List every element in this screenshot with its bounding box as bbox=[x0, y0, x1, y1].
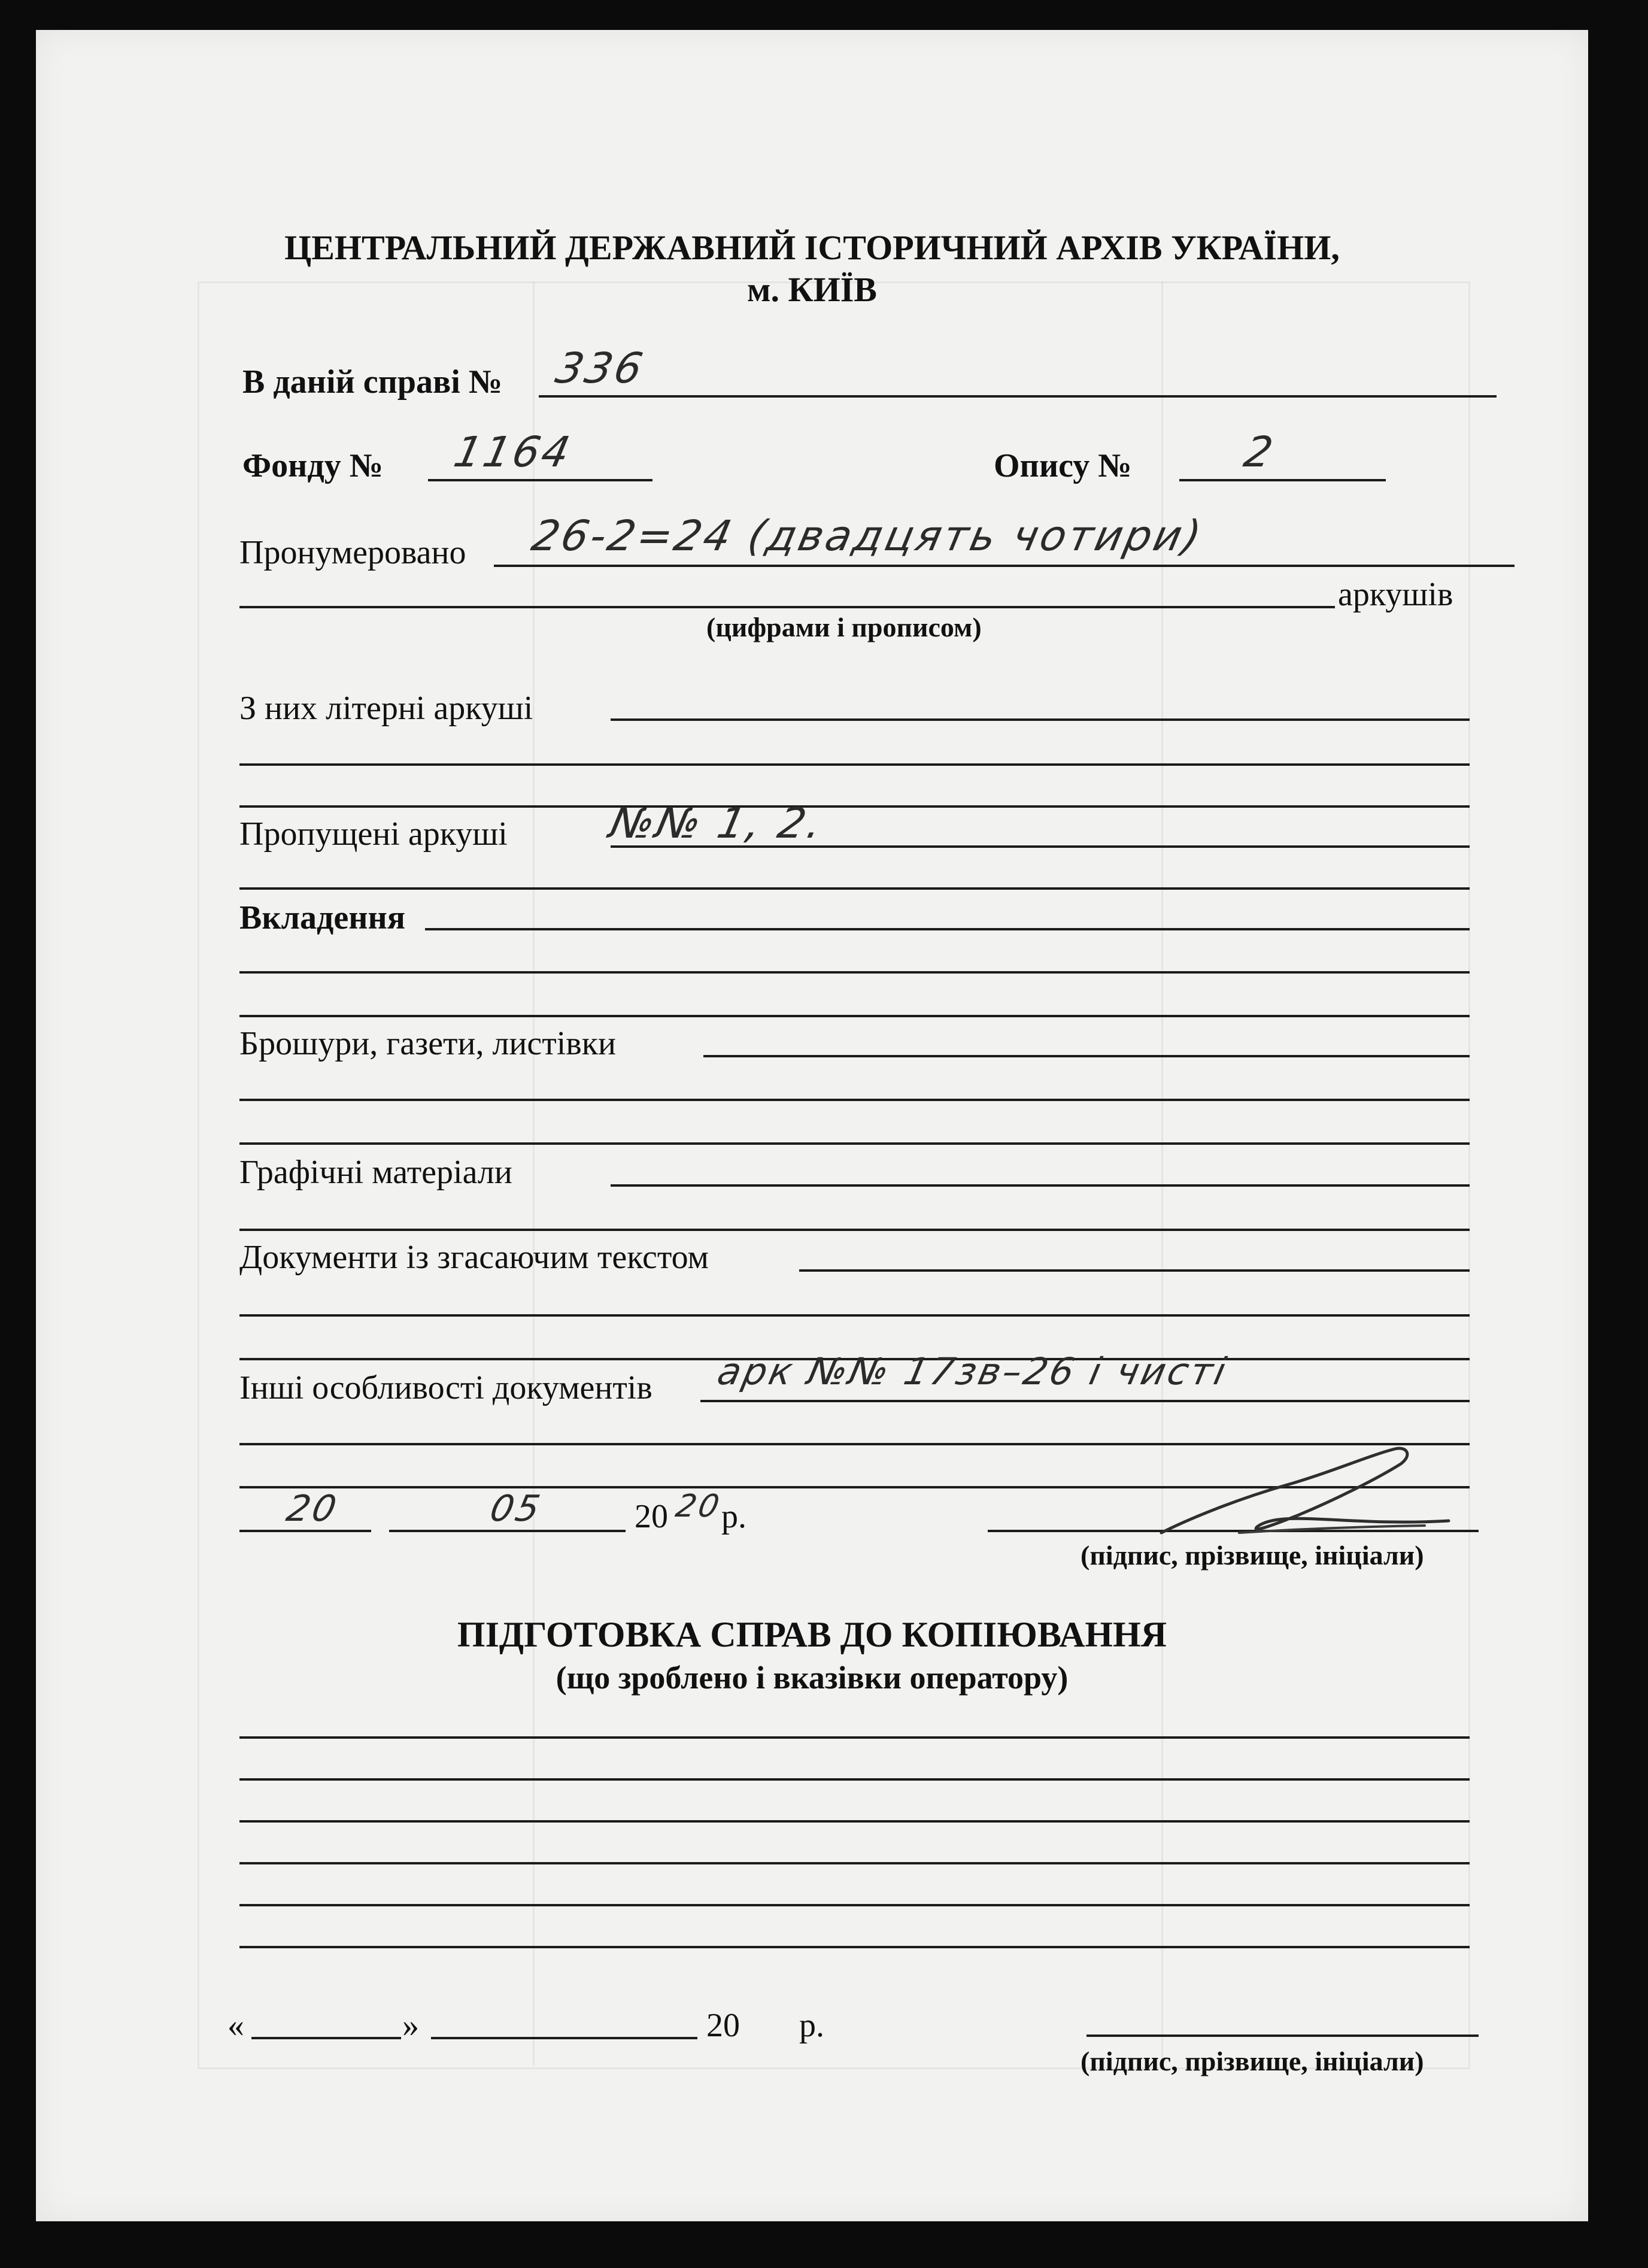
numbered-line bbox=[494, 565, 1515, 567]
case-label: В даній справі № bbox=[242, 363, 503, 401]
date1-day-line bbox=[239, 1530, 371, 1532]
numbered-line-2 bbox=[239, 606, 1335, 608]
date1-day: 20 bbox=[283, 1488, 342, 1530]
section2-subtitle: (що зроблено і вказівки оператору) bbox=[556, 1660, 1069, 1696]
blank-line bbox=[239, 1015, 1470, 1017]
opys-value: 2 bbox=[1240, 427, 1280, 477]
section2-title: ПІДГОТОВКА СПРАВ ДО КОПІЮВАННЯ bbox=[457, 1615, 1167, 1654]
blank-line bbox=[239, 887, 1470, 890]
date2-year-prefix: 20 bbox=[706, 2007, 740, 2044]
numbered-value: 26-2=24 (двадцять чотири) bbox=[527, 511, 1208, 560]
enclosures-line bbox=[425, 928, 1470, 930]
graphics-label: Графічні матеріали bbox=[239, 1154, 512, 1191]
blank-line bbox=[239, 805, 1470, 808]
letter-sheets-label: З них літерні аркуші bbox=[239, 690, 533, 727]
fading-docs-label: Документи із згасаючим текстом bbox=[239, 1239, 709, 1276]
archive-title: ЦЕНТРАЛЬНИЙ ДЕРЖАВНИЙ ІСТОРИЧНИЙ АРХІВ УКРАЇНИ, bbox=[284, 228, 1340, 267]
date2-r: р. bbox=[799, 2007, 824, 2044]
brochures-label: Брошури, газети, листівки bbox=[239, 1025, 616, 1062]
date2-close-quote: » bbox=[402, 2007, 419, 2044]
other-features-line bbox=[700, 1400, 1470, 1402]
other-features-value: арк №№ 17зв–26 і чисті bbox=[714, 1350, 1233, 1393]
enclosures-label: Вкладення bbox=[239, 899, 406, 936]
letter-sheets-line bbox=[611, 718, 1470, 721]
fond-label: Фонду № bbox=[242, 447, 383, 484]
blank-line bbox=[239, 1820, 1470, 1823]
opys-label: Опису № bbox=[994, 447, 1132, 484]
blank-line bbox=[239, 1904, 1470, 1906]
archive-form-page bbox=[36, 30, 1588, 2221]
fading-docs-line bbox=[799, 1269, 1470, 1272]
graphics-line bbox=[611, 1184, 1470, 1187]
case-line bbox=[539, 395, 1497, 398]
signature2-line bbox=[1086, 2034, 1479, 2037]
date2-day-line bbox=[251, 2037, 401, 2039]
date1-month: 05 bbox=[486, 1488, 546, 1530]
fond-value: 1164 bbox=[450, 427, 576, 477]
signature1-hint: (підпис, прізвище, ініціали) bbox=[1081, 1540, 1424, 1570]
blank-line bbox=[239, 1778, 1470, 1781]
opys-line bbox=[1179, 479, 1386, 481]
date1-year-suffix: 20 bbox=[672, 1488, 725, 1524]
blank-line bbox=[239, 1946, 1470, 1948]
numbered-suffix: аркушів bbox=[1338, 576, 1453, 613]
blank-line bbox=[239, 1314, 1470, 1317]
brochures-line bbox=[703, 1055, 1470, 1057]
blank-line bbox=[239, 1862, 1470, 1864]
blank-line bbox=[239, 1736, 1470, 1739]
missing-sheets-value: №№ 1, 2. bbox=[605, 799, 829, 848]
fond-line bbox=[428, 479, 652, 481]
other-features-label: Інші особливості документів bbox=[239, 1369, 652, 1406]
archive-city: м. КИЇВ bbox=[747, 270, 877, 309]
date2-month-line bbox=[431, 2037, 697, 2039]
blank-line bbox=[239, 971, 1470, 974]
numbered-label: Пронумеровано bbox=[239, 534, 466, 571]
numbered-hint: (цифрами і прописом) bbox=[706, 612, 982, 642]
case-value: 336 bbox=[551, 344, 650, 393]
blank-line bbox=[239, 1099, 1470, 1101]
date2-open-quote: « bbox=[227, 2007, 244, 2044]
date1-year-prefix: 20 bbox=[635, 1498, 668, 1535]
date1-r: р. bbox=[721, 1498, 746, 1535]
missing-sheets-label: Пропущені аркуші bbox=[239, 815, 508, 853]
blank-line bbox=[239, 1229, 1470, 1231]
blank-line bbox=[239, 763, 1470, 766]
signature-mark bbox=[1149, 1443, 1461, 1551]
blank-line bbox=[239, 1142, 1470, 1145]
date1-month-line bbox=[389, 1530, 626, 1532]
signature2-hint: (підпис, прізвище, ініціали) bbox=[1081, 2046, 1424, 2076]
